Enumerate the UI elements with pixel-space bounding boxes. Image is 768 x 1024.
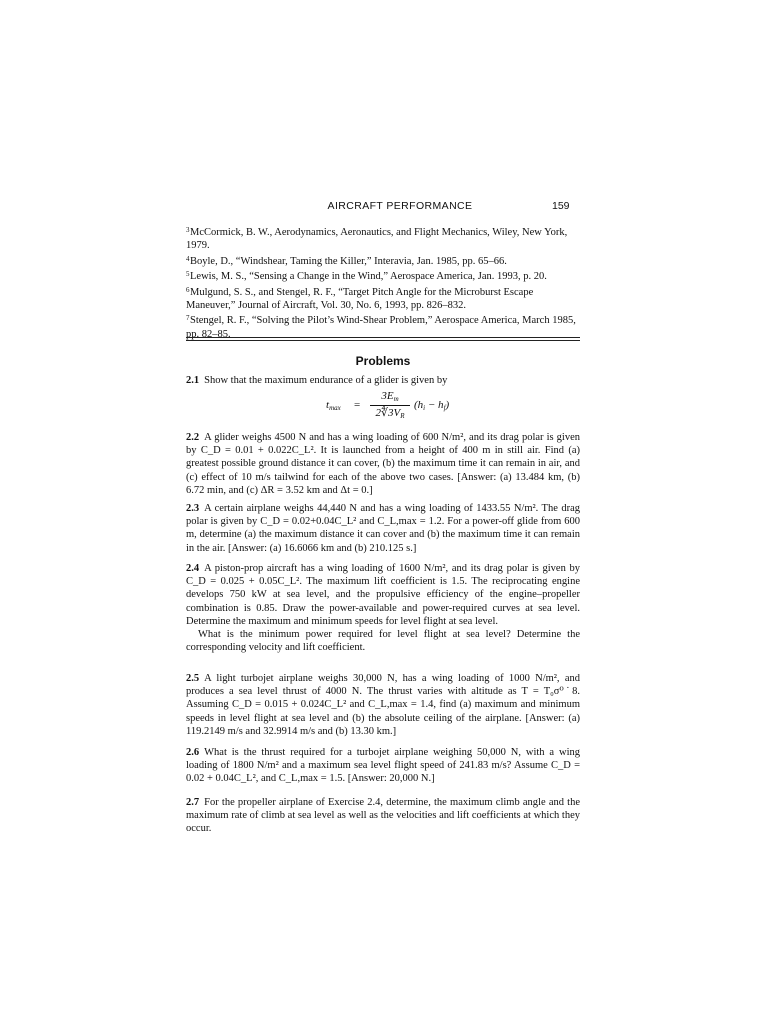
problem-text: What is the minimum power required for level flight at sea level? Determine the corresponding velocity and lift coefficient. (186, 629, 580, 654)
problem-text: For the propeller airplane of Exercise 2.4, determine, the maximum climb angle and the maximum rate of climb at sea level as well as the velocities and lift coefficients at which they occur. (186, 797, 580, 835)
reference-text: Lewis, M. S., “Sensing a Change in the Wind,” Aerospace America, Jan. 1993, p. 20. (190, 271, 547, 283)
problem-2-6 (186, 746, 580, 786)
problem-2-1 (186, 374, 580, 387)
reference-number: 4 (186, 254, 190, 263)
running-header-title: AIRCRAFT PERFORMANCE (327, 200, 473, 212)
reference-item (186, 268, 580, 283)
reference-text: Boyle, D., “Windshear, Taming the Killer,” Interavia, Jan. 1985, pp. 65–66. (190, 255, 507, 267)
problem-number: 2.3 (186, 503, 200, 514)
problem-2-3 (186, 502, 580, 555)
section-divider (186, 340, 580, 341)
reference-number: 5 (186, 270, 190, 279)
reference-number: 3 (186, 226, 190, 234)
equals-sign: = (354, 399, 361, 411)
problem-text: A certain airplane weighs 44,440 N and has a wing loading of 1433.55 N/m². The drag polar is given by C_D = 0.02+0.04C_L² and C_L,max = 1.2. For a power-off glide from 600 m, determine (a) the maximum distance it can cover and (b) the maximum time it can remain in the air. [Answer: (a) 16.6066 km and (b) 210.125 s.] (186, 503, 580, 554)
problem-number: 2.1 (186, 375, 200, 386)
equation-denominator: $2∜3V_R$ (375, 407, 405, 420)
reference-text: Mulgund, S. S., and Stengel, R. F., “Target Pitch Angle for the Microburst Escape Maneuver,” Journal of Aircraft, Vol. 30, No. 6, 1993, pp. 826–832. (186, 286, 534, 312)
reference-number: 7 (186, 314, 190, 323)
problem-text: A piston-prop aircraft has a wing loading of 1600 N/m², and its drag polar is given by C_D = 0.025 + 0.05C_L². The maximum lift coefficient is 1.5. The reciprocating engine develops 750 kW at sea level, and the propulsive efficiency of the engine–propeller combination is 0.85. Draw the power-available and power-required curves at sea level. Determine the maximum and minimum speeds for level flight at sea level. (186, 563, 580, 627)
problem-number: 2.5 (186, 673, 200, 684)
problem-text: A glider weighs 4500 N and has a wing loading of 600 N/m², and its drag polar is given by C_D = 0.01 + 0.022C_L². It is launched from a height of 400 m in still air. Find (a) greatest possible ground distance it can cover, (b) the maximum time it can remain in air, and (c) effect of 10 m/s tailwind for each of the above two cases. [Answer: (a) 13.484 km, (b) 6.72 min, and (c) ΔR = 3.52 km and Δt = 0.] (186, 432, 580, 496)
problem-number: 2.6 (186, 747, 200, 758)
problem-text: A light turbojet airplane weighs 30,000 N, has a wing loading of 1000 N/m², and produces a sea level thrust of 4000 N. The thrust varies with altitude as T = T₀σ⁰˙8. Assuming C_D = 0.015 + 0.024C_L² and C_L,max = 1.4, find (a) maximum and minimum speeds in level flight at sea level and (b) the absolute ceiling of the airplane. [Answer: (a) 119.2149 m/s and 32.9914 m/s and (b) 13.30 km.] (186, 673, 580, 737)
problem-text: What is the thrust required for a turbojet airplane weighing 50,000 N, with a wing loading of 1800 N/m² and a maximum sea level flight speed of 241.83 m/s? Assume C_D = 0.02 + 0.04C_L², and C_L,max = 1.5. [Answer: 20,000 N.] (186, 747, 580, 785)
equation-numerator: $3E_m$ (381, 390, 399, 403)
equation-lhs: $t_{max}$ (326, 399, 341, 412)
section-divider (186, 337, 580, 338)
reference-number: 6 (186, 285, 190, 294)
endurance-equation (320, 390, 500, 420)
problem-number: 2.4 (186, 563, 200, 574)
reference-text: McCormick, B. W., Aerodynamics, Aeronautics, and Flight Mechanics, Wiley, New York, 1979. (186, 227, 568, 252)
problem-2-7 (186, 796, 580, 836)
problem-2-5 (186, 672, 580, 738)
reference-item (186, 224, 580, 253)
problem-text: Show that the maximum endurance of a glider is given by (204, 375, 448, 386)
reference-list (186, 224, 580, 341)
reference-item (186, 253, 580, 268)
problem-2-2 (186, 431, 580, 497)
problem-number: 2.7 (186, 797, 200, 808)
problem-2-4 (186, 562, 580, 654)
problem-number: 2.2 (186, 432, 200, 443)
equation-rhs: $(h_i - h_f)$ (414, 399, 450, 412)
reference-text: Stengel, R. F., “Solving the Pilot’s Wind-Shear Problem,” Aerospace America, March 1985, pp. 82–85. (186, 315, 576, 340)
page-number: 159 (552, 200, 570, 212)
problems-heading: Problems (355, 354, 411, 368)
reference-item (186, 284, 580, 313)
